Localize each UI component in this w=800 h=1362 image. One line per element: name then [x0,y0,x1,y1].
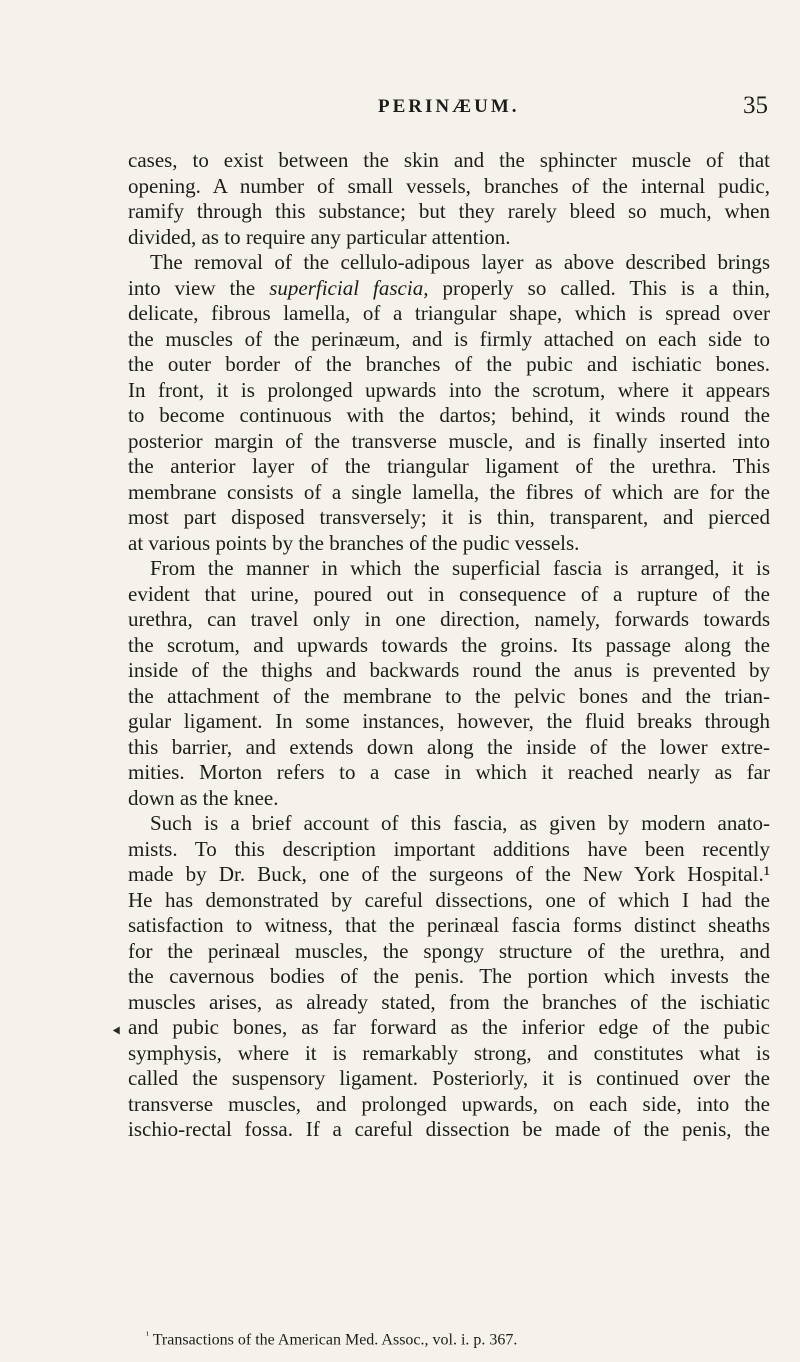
running-head: PERINÆUM. [378,96,520,117]
text-line: to become continuous with the dartos; behind, it winds round the [128,403,770,427]
text-line: urethra, can travel only in one direction, namely, forwards towards [128,607,770,631]
text-line: satisfaction to witness, that the perinæal fascia forms distinct sheaths [128,913,770,937]
text-line: the cavernous bodies of the penis. The portion which invests the [128,964,770,988]
text-line: the attachment of the membrane to the pelvic bones and the trian- [128,683,770,708]
footnote-text: Transactions of the American Med. Assoc., vol. i. p. 367. [149,1331,518,1349]
text-line: the anterior layer of the triangular ligament of the urethra. This [128,454,770,478]
text-line: He has demonstrated by careful dissections, one of which I had the [128,887,770,912]
text-line: muscles arises, as already stated, from the branches of the ischiatic [128,989,770,1014]
text-line: evident that urine, poured out in consequence of a rupture of the [128,581,770,606]
text-line: at various points by the branches of the pudic vessels. [128,530,580,555]
text-line: inside of the thighs and backwards round the anus is prevented by [128,658,770,682]
text-line: transverse muscles, and prolonged upwards, on each side, into the [128,1091,770,1116]
text-line: the outer border of the branches of the pubic and ischiatic bones. [128,352,770,376]
text-line: the scrotum, and upwards towards the groins. Its passage along the [128,632,770,657]
body-text [128,148,770,1143]
text-line: most part disposed transversely; it is thin, transparent, and pierced [128,505,770,529]
text-line: posterior margin of the transverse muscle, and is finally inserted into [128,428,770,453]
emphasis-term: superficial fascia, [269,275,429,300]
text-line: cases, to exist between the skin and the sphincter muscle of that [128,148,770,172]
text-line: and pubic bones, as far forward as the inferior edge of the pubic [128,1015,770,1039]
text-line [128,276,770,302]
margin-mark [113,1026,123,1036]
text-line: called the suspensory ligament. Posteriorly, it is continued over the [128,1066,770,1090]
text-line: Such is a brief account of this fascia, as given by modern anato- [150,811,770,835]
text-line: opening. A number of small vessels, branches of the internal pudic, [128,173,770,198]
text-fragment: into view the [128,275,270,300]
text-line: From the manner in which the superficial fascia is arranged, it is [150,556,770,580]
text-line: In front, it is prolonged upwards into the scrotum, where it appears [128,377,770,402]
page-number: 35 [743,92,768,119]
text-line: delicate, fibrous lamella, of a triangular shape, which is spread over [128,301,770,325]
text-line: ischio-rectal fossa. If a careful dissection be made of the penis, the [128,1117,770,1141]
text-line: ramify through this substance; but they rarely bleed so much, when [128,199,770,223]
text-line: symphysis, where it is remarkably strong, and constitutes what is [128,1040,770,1065]
page-header [128,92,768,122]
text-line: gular ligament. In some instances, however, the fluid breaks through [128,709,770,733]
text-line: The removal of the cellulo-adipous layer as above described brings [150,250,770,274]
text-line: mities. Morton refers to a case in which it reached nearly as far [128,760,770,784]
text-line: down as the knee. [128,785,279,810]
footnote-marker: ¹ [146,1330,149,1341]
text-line: made by Dr. Buck, one of the surgeons of the New York Hospital.¹ [128,862,770,886]
text-line: divided, as to require any particular attention. [128,224,511,249]
text-line: mists. To this description important additions have been recently [128,836,770,861]
text-line: this barrier, and extends down along the inside of the lower extre- [128,734,770,759]
text-line: the muscles of the perinæum, and is firmly attached on each side to [128,326,770,351]
text-line: membrane consists of a single lamella, the fibres of which are for the [128,479,770,504]
text-fragment: properly so called. This is a thin, [428,275,770,300]
footnote [146,1330,517,1349]
text-line: for the perinæal muscles, the spongy structure of the urethra, and [128,938,770,963]
